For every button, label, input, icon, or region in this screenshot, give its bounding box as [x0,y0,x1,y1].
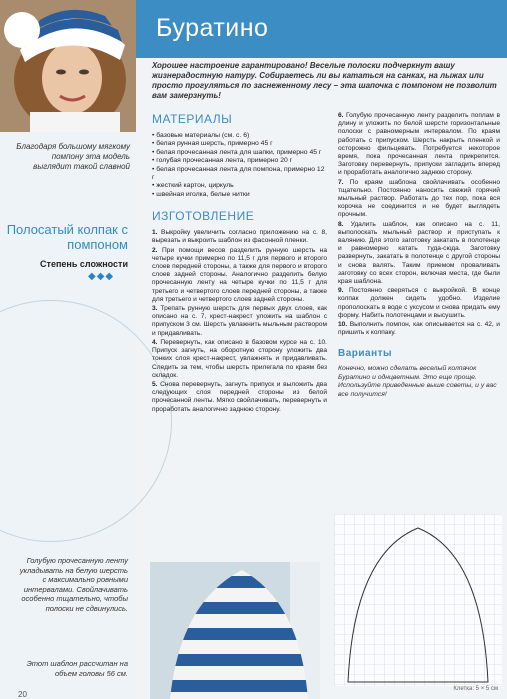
steps-part-1 [152,229,327,413]
step: 6. Голубую прочесанную ленту разделить поплам в длину и уложить по белой шерсти горизонтальные полоски с равномерным интервалом. По краям работать с припуском. Шерсть накрыть пленкой и осторожно фильцевать. Потребуется некоторое время, пока прочесанная лента прикрепится. Заготовку перевернуть, припуски загладить вперед и проработать аналогично заднюю сторону. [338,112,500,177]
project-title: Полосатый колпак с помпоном [6,222,128,252]
pattern-template [334,514,502,694]
step: 4. Перевернуть, как описано в базовом курсе на с. 10. Припуск загнуть, на оборотную сторону уложить два тонких слоя крест-накрест, увлажнять и придавливать. Следить за тем, чтобы шерсть прилегала по краям без складок. [152,338,327,379]
list-item: • белая прочесанная лента для шапки, примерно 45 г [152,148,322,156]
title-banner [136,0,507,58]
page-title: Буратино [156,14,269,42]
list-item: • швейная иголка, белые нитки [152,190,250,198]
page-number: 20 [18,690,27,699]
decorative-circle [0,300,172,542]
step: 10. Выполнить помпон, как описывается на с. 42, и пришить к колпаку. [338,321,500,337]
materials-heading: МАТЕРИАЛЫ [152,112,233,126]
sidebar [0,0,136,699]
template-caption: Этот шаблон рассчитан на объем головы 56 см. [26,659,128,678]
list-item: • белая рунная шерсть, примерно 45 г [152,140,273,148]
intro-text: Хорошее настроение гарантировано! Веселые полоски подчеркнут вашу жизнерадостную натуру. Собираетесь ли вы кататься на санках, на лыжах или просто прогуляться по заснеженному лесу – эта шапочка с помпоном не позволит вам замерзнуть! [152,61,497,100]
variants-heading: Варианты [338,348,393,360]
variants-text: Конечно, можно сделать веселый колпачок Буратино и однцветным. Это еще проще. Используйте приведенные выше советы, и у вас все получится! [338,365,497,398]
list-item: • белая прочесанная лента для помпона, примерно 12 г [152,165,325,182]
list-item: • базовые материалы (см. с. 6) [152,132,250,139]
column-right [338,112,500,399]
step: 5. Снова перевернуть, загнуть припуск и выложить два следующих слоя передней стороны из белой прочесанной ленты. Мягко свойлачивать, перевернуть и проработать аналогично заднюю сторону. [152,380,327,413]
photo-caption: Благодаря большому мягкому помпону эта модель выглядит такой славной [16,142,130,171]
column-left [152,112,327,415]
step: 2. При помощи весов разделить рунную шерсть на четыре кучки примерно по 11,5 г для первого и второго слоев передней стороны, а также для первого и второго слоев задней стороны. Аналогично разделить белую прочесанную ленту на четыре кучки по 11,5 г для третьего и четвертого слоев передней стороны, а также для третьего и четвертого слоев задней стороны. [152,246,327,303]
step: 7. По краям шаблона свойлачивать особенно тщательно. Постоянно наносить свежий горячий мыльный раствор. Работать до тех пор, пока вся корочка не соединится и не будет выглядеть прочным. [338,178,500,219]
stripe-caption: Голубую прочесанную ленту укладывать на белую шерсть с максимально ровными интервалами. Свойлачивать особенно тщательно, чтобы полоски не сдвинулись. [19,556,128,613]
step: 9. Постоянно сверяться с выкройкой. В конце колпак должен сидеть удобно. Изделие прополоскать в воде с уксусом и снова придать ему форму. Набить полотенцами и высушить. [338,287,500,319]
step: 3. Трепать рунную шерсть для первых двух слоев, как описано на с. 7, крест-накрест уложить на шаблон с припуском 3 см. Шерсть увлажнить мыльным раствором и придавливать. [152,305,327,337]
difficulty-label: Степень сложности [40,259,128,269]
finished-hat-photo [150,562,320,699]
materials-list [152,132,327,199]
difficulty-rating: ◆◆◆ [88,271,115,282]
list-item: • голубая прочесанная лента, примерно 20 г [152,157,293,165]
model-photo [0,0,136,132]
steps-part-2 [338,112,500,337]
making-heading: ИЗГОТОВЛЕНИЕ [152,209,255,224]
step: 8. Удалить шаблон, как описано на с. 11, выполоскать мыльный раствор и приступать к валянию. Для этого заготовку закатать в полотенце и равномерно катать туда-сюда. Заготовку развернуть, закатать в полотенце с другой стороны и снова валять. Таким приемом проваливать заготовку со всех сторон, включая места, где были края шаблона. [338,220,500,286]
list-item: • жесткий картон, циркуль [152,182,234,190]
grid-scale-note: Клетка: 5 × 5 см [453,686,498,692]
step: 1. Выкройку увеличить согласно приложению на с. 8, вырезать и выкроить шаблон из фасонной пленки. [152,229,327,245]
